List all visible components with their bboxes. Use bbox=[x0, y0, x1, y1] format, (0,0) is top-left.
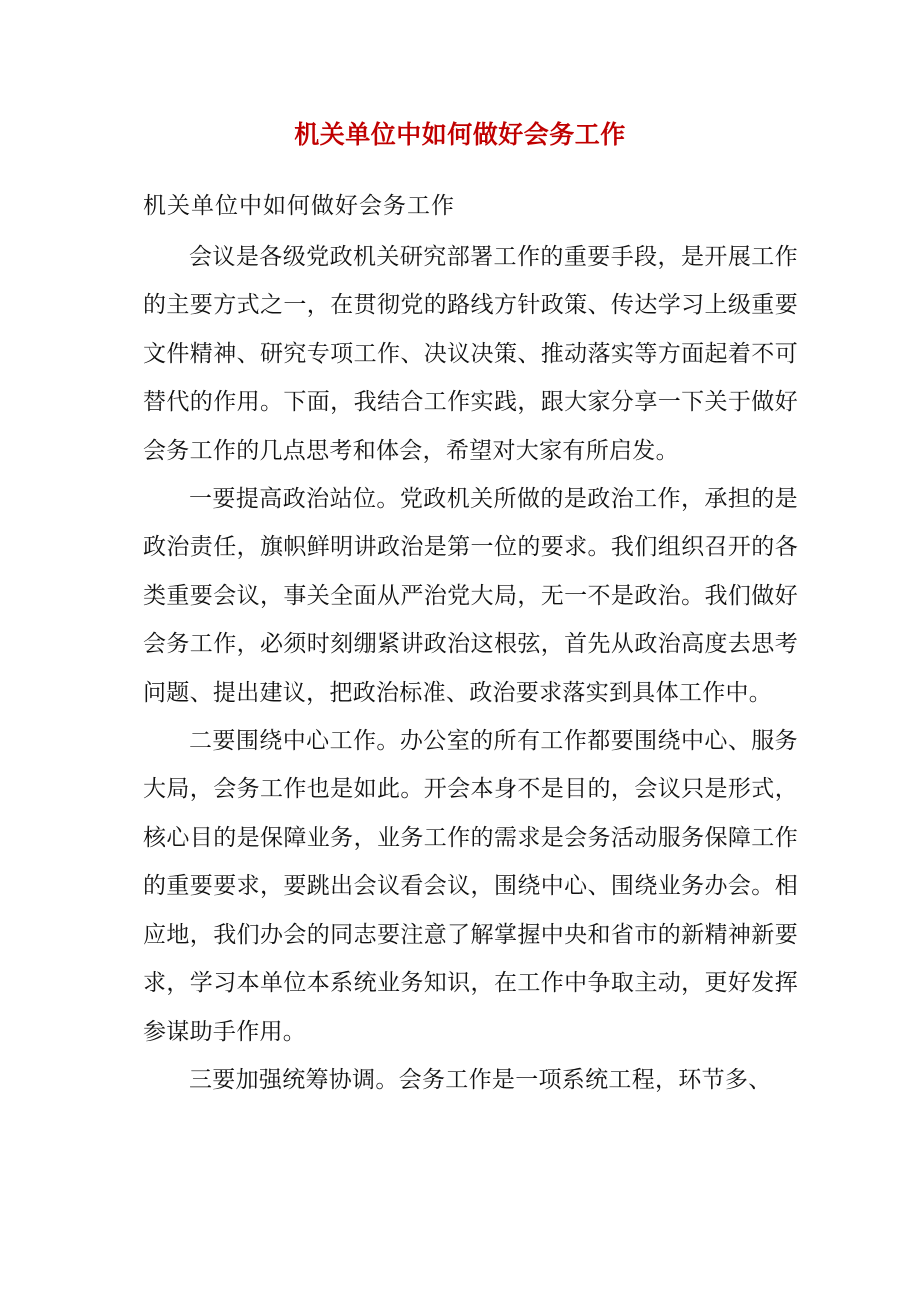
paragraph-intro: 会议是各级党政机关研究部署工作的重要手段，是开展工作的主要方式之一，在贯彻党的路线方针政策、传达学习上级重要文件精神、研究专项工作、决议决策、推动落实等方面起着不可替代的作用。下面，我结合工作实践，跟大家分享一下关于做好会务工作的几点思考和体会，希望对大家有所启发。 bbox=[143, 244, 798, 464]
document-title: 机关单位中如何做好会务工作 bbox=[294, 120, 626, 149]
document-body bbox=[143, 233, 798, 1104]
paragraph-point-one: 一要提高政治站位。党政机关所做的是政治工作，承担的是政治责任，旗帜鲜明讲政治是第一位的要求。我们组织召开的各类重要会议，事关全面从严治党大局，无一不是政治。我们做好会务工作，必须时刻绷紧讲政治这根弦，首先从政治高度去思考问题、提出建议，把政治标准、政治要求落实到具体工作中。 bbox=[143, 486, 798, 706]
document-subtitle: 机关单位中如何做好会务工作 bbox=[143, 193, 455, 219]
paragraph-point-two: 二要围绕中心工作。办公室的所有工作都要围绕中心、服务大局，会务工作也是如此。开会本身不是目的，会议只是形式，核心目的是保障业务，业务工作的需求是会务活动服务保障工作的重要要求，要跳出会议看会议，围绕中心、围绕业务办会。相应地，我们办会的同志要注意了解掌握中央和省市的新精神新要求，学习本单位本系统业务知识，在工作中争取主动，更好发挥参谋助手作用。 bbox=[143, 728, 798, 1045]
paragraph-point-three: 三要加强统筹协调。会务工作是一项系统工程，环节多、 bbox=[189, 1066, 772, 1093]
